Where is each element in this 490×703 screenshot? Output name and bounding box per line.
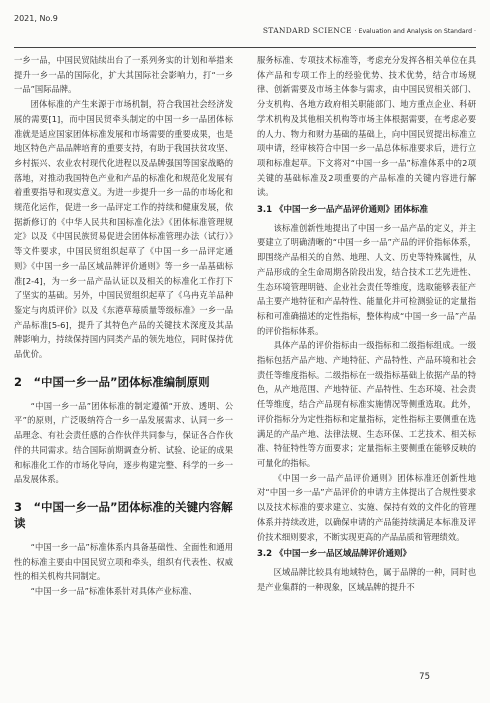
issue-number: 2021, No.9 <box>14 14 58 23</box>
running-header <box>14 0 476 48</box>
left-column <box>14 53 233 599</box>
paragraph: “中国一乡一品”团体标准的制定遵循“开放、透明、公平”的原则，广泛吸纳符合一乡一品发展需求、认同一乡一品理念、有社会责任感的合作伙伴共同参与，保证各合作伙伴的共同需求。结合国际前期调查分析、试验、论证的成果和标准化工作的市场化导向，逐步构建完整、科学的一乡一品发展体系。 <box>14 400 233 485</box>
section-heading-3: 3 “中国一乡一品”团体标准的关键内容解读 <box>14 499 233 530</box>
paragraph: 具体产品的评价指标由一级指标和二级指标组成。一级指标包括产品产地、产地特征、产品特性、产品环境和社会责任等维度指标。二级指标在一级指标基础上依据产品的特色，从产地范围、产地特征、产品特性、生态环境、社会责任等维度，结合产品现有标准实施情况等侧重选取。此外，评价指标分为定性指标和定量指标，定性指标主要侧重在选满足的产品产地、法律法规、生态环保、工艺技术、相关标准、特征特性等方面要求；定量指标主要侧重在能够反映的可量化的指标。 <box>257 340 476 468</box>
paragraph: 服务标准、专项技术标准等，考虑充分发挥各相关单位在具体产品和专项工作上的经验优势、技术优势，结合市场规律、创新需要及市场主体参与需求，由中国民贸相关部门、分支机构、各地方政府相关职能部门、地方重点企业、科研学术机构及其他相关机构等市场主体根据需要，在考虑必要的人力、物力和财力基础的基础上，向中国民贸提出标准立项申请，经审核符合中国一乡一品总体标准要求后，进行立项和标准起草。下文将对“中国一乡一品”标准体系中的2项关键的基础标准及2项重要的产品标准的关键内容进行解读。 <box>257 55 476 198</box>
subsection-heading-3-1: 3.1 《中国一乡一品产品评价通则》团体标准 <box>257 205 429 216</box>
page-number: 75 <box>419 672 430 682</box>
paragraph: 该标准创新性地提出了中国一乡一品产品的定义，并主要建立了明确清晰的“中国一乡一品”产品的评价指标体系，即围绕产品相关的自然、地理、人文、历史等特殊属性，从产品形成的全生命周期各阶段出发，结合技术工艺先进性、生态环境管理明链、企业社会责任等维度，选取能够表征产品主要产地特征和产品特性、能量化并可检测验证的定量指标和可准确描述的定性指标，整体构成“中国一乡一品”产品的评价指标体系。 <box>257 222 476 336</box>
header-rule <box>14 47 476 48</box>
paragraph: “中国一乡一品”标准体系针对具体产业标准、 <box>30 586 197 597</box>
paragraph: 团体标准的产生来源于市场机制，符合我国社会经济发展的需要[1]，而中国民贸牵头制定的中国一乡一品团体标准就是适应国家团体标准发展和市场需要的重要成果，也是地区特色产品品牌培育的重要支持，有助于我国扶贫攻坚、乡村振兴、农业农村现代化进程以及品牌强国等国家战略的落地，对推动我国特色产业和产品的标准化和规范化发展有着重要指导和现实意义。为进一步提升一乡一品的市场化和规范化运作，促进一乡一品评定工作的持续和健康发展，依据新修订的《中华人民共和国标准化法》《团体标准管理规定》以及《中国民族贸易促进会团体标准管理办法（试行）》等文件要求，中国民贸组织起草了《中国一乡一品评定通则》《中国一乡一品区域品牌评价通则》等一乡一品基础标准[2-4]，为一乡一品产品认证以及相关的标准化工作打下了坚实的基础。另外，中国民贸组织起草了《乌冉克羊品种鉴定与肉质评价》以及《东港草莓质量等级标准》一乡一品产品标准[5-6]，提升了其特色产品的关键技术深度及其品牌影响力，持续保持国内同类产品的领先地位，同时保持优品优价。 <box>14 99 233 360</box>
journal-title <box>263 26 476 35</box>
paragraph: 《中国一乡一品产品评价通则》团体标准还创新性地对“中国一乡一品”产品评价的申请方主体提出了合规性要求以及技术标准的要求建立、实施、保持有效的文件化的管理体系并持续改进，以确保申请的产品能持续满足本标准及评价技术细则要求，不断实现更高的产品品质和管理绩效。 <box>257 472 476 542</box>
paragraph: 一乡一品，中国民贸陆续出台了一系列务实的计划和举措来提升一乡一品的国际化，扩大其国际社会影响力，打“一乡一品”国际品牌。 <box>14 55 233 95</box>
paragraph: “中国一乡一品”标准体系内具备基础性、全面性和通用性的标准主要由中国民贸立项和牵头，组织有代表性、权威性的相关机构共同制定。 <box>14 541 233 582</box>
right-column <box>257 53 476 594</box>
subsection-heading-3-2: 3.2 《中国一乡一品区域品牌评价通则》 <box>257 549 412 560</box>
section-heading-2: 2 “中国一乡一品”团体标准编制原则 <box>14 374 210 389</box>
paragraph: 区域品牌比较具有地域特色，属于品牌的一种，同时也是产业集群的一种现象，区域品牌的提升不 <box>257 566 476 592</box>
journal-section: · Evaluation and Analysis on Standard · <box>354 28 476 35</box>
journal-name: STANDARD SCIENCE <box>262 26 352 35</box>
